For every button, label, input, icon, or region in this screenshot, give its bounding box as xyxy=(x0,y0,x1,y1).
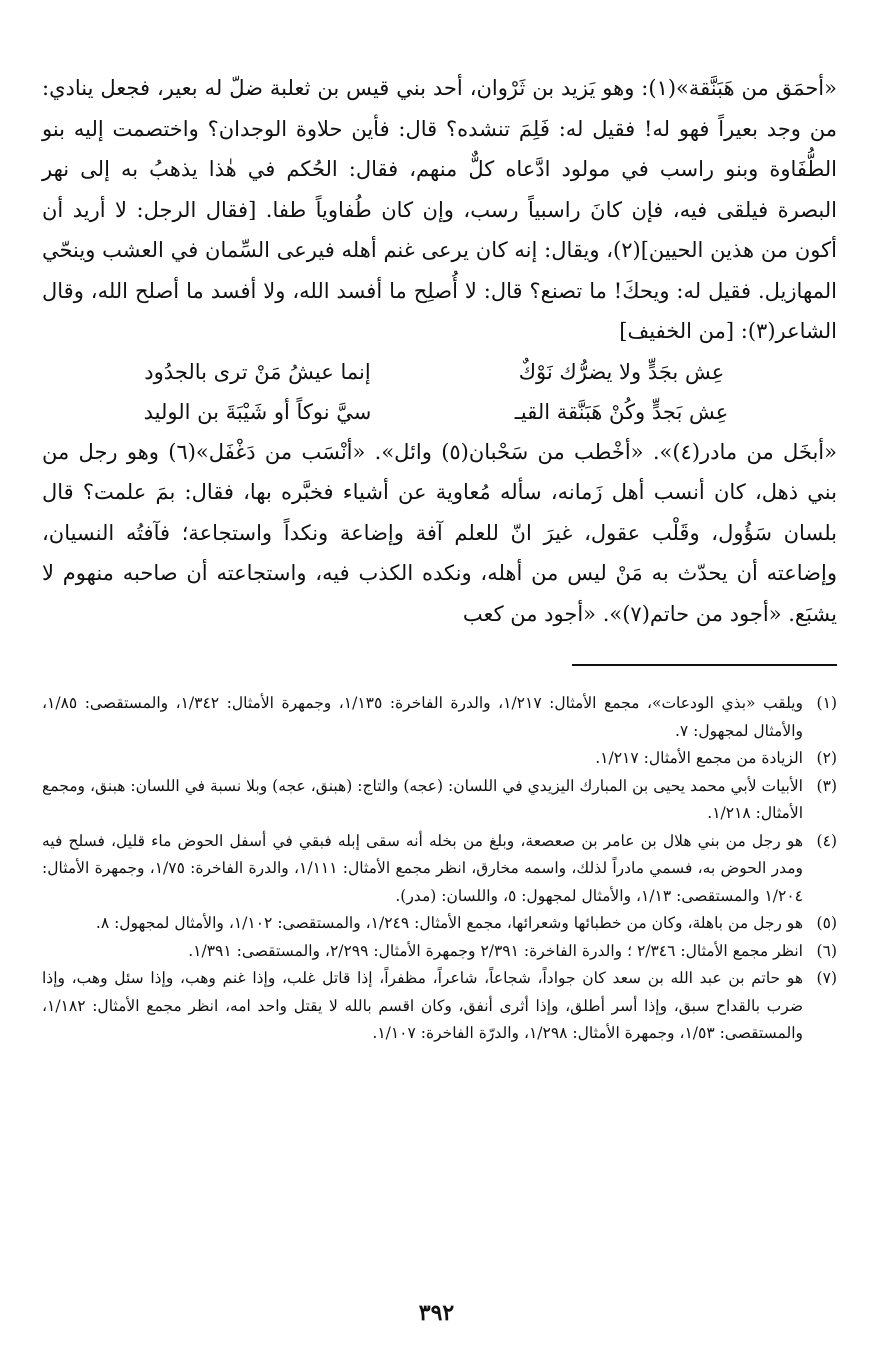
verse-1 xyxy=(90,352,790,392)
footnote-number: (٢) xyxy=(816,749,837,767)
footnote-1 xyxy=(42,690,837,745)
paragraph-2: «أبخَل من مادر(٤)». «أخْطب من سَحْبان(٥) وائل». «أنْسَب من دَغْفَل»(٦) وهو رجل من بني ذهل، كان أنسب أهل زَمانه، سأله مُعاوية عن أشياء فخبَّره بها، فقال: بمَ علمت؟ قال بلسان سَؤُول، وقَلْب عقول، غيرَ انّ للعلم آفة وإضاعة ونكداً واستجاعة؛ فآفتُه النسيان، وإضاعته أن يحدّث به مَنْ ليس من أهله، ونكده الكذب فيه، واستجاعته أن صاحبه منهوم لا يشبَع. «أجود من حاتم(٧)». «أجود من كعب xyxy=(42,439,837,626)
footnote-number: (٧) xyxy=(816,969,837,987)
footnote-number: (٣) xyxy=(816,776,837,795)
footnote-text: هو حاتم بن عبد الله بن سعد كان جواداً، شجاعاً، شاعراً، مظفراً، إذا قاتل غلب، وإذا غنم وهب، وإذا سئل وهب، وإذا ضرب بالقداح سبق، وإذا أسر أطلق، وإذا أثرى أنفق، وكان اقسم بالله لا يقتل واحد امه، انظر مجمع الأمثال: ١/١٨٢، والمستقصى: ١/٥٣، وجمهرة الأمثال: ١/٢٩٨، والدرّة الفاخرة: ١/١٠٧. xyxy=(42,969,803,1042)
page-body xyxy=(42,68,837,1048)
main-text xyxy=(42,68,837,634)
footnote-number: (٥) xyxy=(816,914,837,932)
paragraph-1: «أحمَق من هَبَنَّقة»(١): وهو يَزيد بن ثَرْوان، أحد بني قيس بن ثعلبة ضلّ له بعير، فجعل ينادي: من وجد بعيراً فهو له! فقيل له: فَلِمَ تنشده؟ قال: فأين حلاوة الوجدان؟ واختصمت إليه بنو الطُّفَاوة وبنو راسب في مولود ادَّعاه كلٌّ منهم، فقال: الحُكم في هٰذا يذهبُ به إلى نهر البصرة فيلقى فيه، فإن كانَ راسبياً رسب، وإن كان طُفاوياً طفا. [فقال الرجل: لا أريد أن أكون من هذين الحيين](٢)، ويقال: إنه كان يرعى غنم أهله فيرعى السِّمان في العشب وينحّي المهازيل. فقيل له: ويحكَ! ما تصنع؟ قال: لا أُصلِح ما أفسد الله، ولا أفسد ما أصلح الله، وقال الشاعر(٣): [من الخفيف] xyxy=(42,76,837,343)
verse-1-second-hemistich: إنما عيشُ مَنْ ترى بالجدُود xyxy=(144,359,371,384)
footnote-5 xyxy=(42,910,837,938)
poem-verses xyxy=(90,352,790,432)
verse-2-second-hemistich: سيَّ نوكاً أو شَيْبَةَ بن الوليد xyxy=(143,399,372,424)
verse-2 xyxy=(90,392,790,432)
footnote-text: الزيادة من مجمع الأمثال: ١/٢١٧. xyxy=(595,749,803,767)
footnote-text: هو رجل من بني هلال بن عامر بن صعصعة، وبلغ من بخله أنه سقى إبله فبقي في أسفل الحوض ماء قليل، فسلح فيه ومدر الحوض به، فسمي مادراً لذلك، واسمه مخارق، انظر مجمع الأمثال: ١/١١١، والدرة الفاخرة: ١/٧٥، وجمهرة الأمثال: ١/٢٠٤ والمستقصى: ١/١٣، والأمثال لمجهول: ٥، واللسان: (مدر). xyxy=(42,831,803,905)
footnote-text: هو رجل من باهلة، وكان من خطبائها وشعرائها، مجمع الأمثال: ١/٢٤٩، والمستقصى: ١/١٠٢، والأمثال لمجهول: ٨. xyxy=(95,914,803,932)
footnote-4 xyxy=(42,828,837,911)
footnote-text: الأبيات لأبي محمد يحيى بن المبارك اليزيدي في اللسان: (عجه) والتاج: (هبنق، عجه) وبلا نسبة في اللسان: هبنق، ومجمع الأمثال: ١/٢١٨. xyxy=(42,776,803,822)
page-number: ٣٩٢ xyxy=(418,1300,455,1326)
footnote-7 xyxy=(42,965,837,1048)
footnote-separator xyxy=(572,664,837,666)
footnote-number: (٦) xyxy=(816,941,837,960)
footnote-number: (٤) xyxy=(816,831,837,850)
footnote-text: ويلقب «بذي الودعات»، مجمع الأمثال: ١/٢١٧، والدرة الفاخرة: ١/١٣٥، وجمهرة الأمثال: ١/٣٤٢، والمستقصى: ١/٨٥، والأمثال لمجهول: ٧. xyxy=(42,694,803,740)
verse-1-first-hemistich: عِش بجَدٍّ ولا يضرُّك نَوْكٌ xyxy=(518,359,725,384)
footnote-6 xyxy=(42,938,837,966)
verse-2-first-hemistich: عِش بَجدٍّ وكُنْ هَبَنَّقة القيـ xyxy=(514,399,729,424)
footnote-number: (١) xyxy=(816,694,837,712)
footnotes xyxy=(42,690,837,1048)
footnote-text: انظر مجمع الأمثال: ٢/٣٤٦ ؛ والدرة الفاخرة: ٢/٣٩١ وجمهرة الأمثال: ٢/٢٩٩، والمستقصى: ١/٣٩١. xyxy=(188,941,803,960)
footnote-2 xyxy=(42,745,837,773)
footnote-3 xyxy=(42,773,837,828)
